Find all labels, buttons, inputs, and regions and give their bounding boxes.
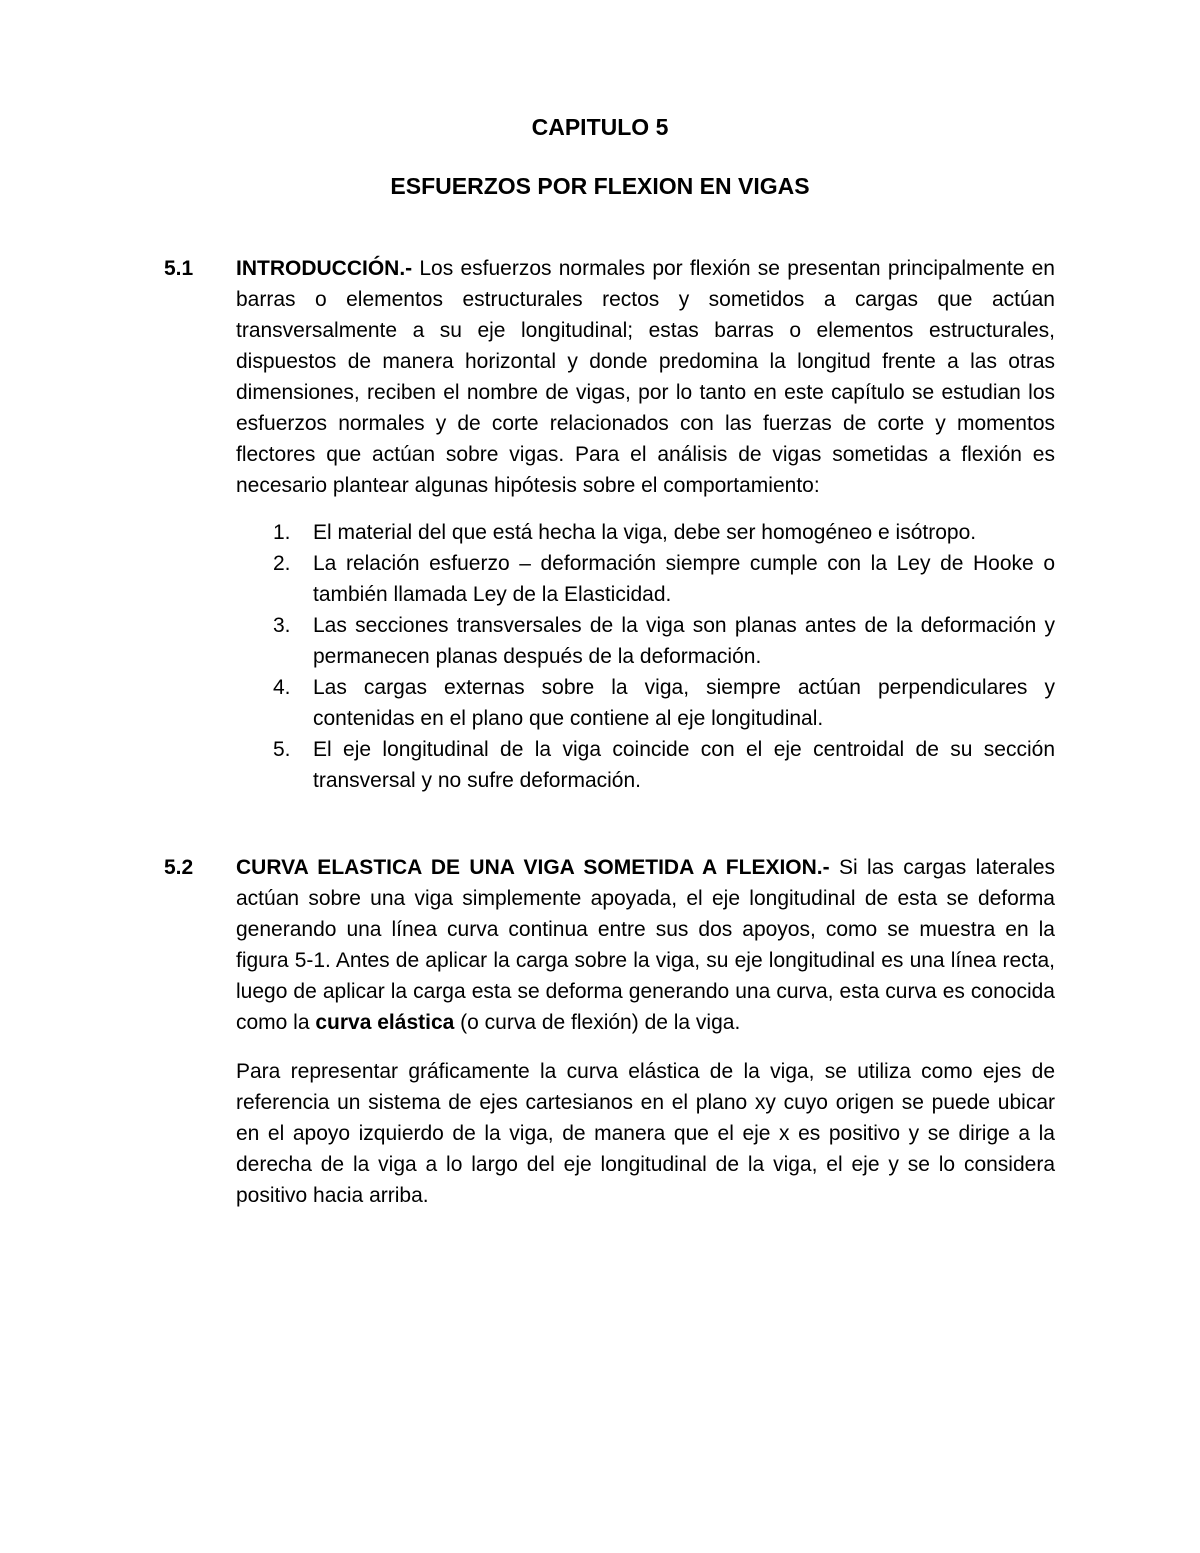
list-item-number: 5. (273, 738, 291, 761)
list-item (236, 548, 1055, 610)
list-item (236, 610, 1055, 672)
curva-text-after: (o curva de flexión) de la viga. (454, 1011, 741, 1034)
section-heading: CURVA ELASTICA DE UNA VIGA SOMETIDA A FLEXION.- (236, 856, 830, 879)
representation-paragraph: Para representar gráficamente la curva elástica de la viga, se utiliza como ejes de referencia un sistema de ejes cartesianos en el plano xy cuyo origen se puede ubicar en el apoyo izquierdo de la viga, de manera que el eje x es positivo y se dirige a la derecha de la viga a lo largo del eje longitudinal de la viga, el eje y se lo considera positivo hacia arriba. (236, 1060, 1055, 1207)
section-heading: INTRODUCCIÓN.- (236, 257, 413, 280)
list-item-number: 4. (273, 676, 291, 699)
curva-text-before: Si las cargas laterales actúan sobre una viga simplemente apoyada, el eje longitudinal de esta se deforma generando una línea curva continua entre sus dos apoyos, como se muestra en la figura 5-1. Antes de aplicar la carga sobre la viga, su eje longitudinal es una línea recta, luego de aplicar la carga esta se deforma generando una curva, esta curva es conocida como la (236, 856, 1055, 1034)
section-number: 5.2 (164, 856, 194, 879)
section-body (236, 253, 1055, 796)
list-item-number: 1. (273, 521, 291, 544)
list-item (236, 734, 1055, 796)
list-item (236, 517, 1055, 548)
list-item-number: 3. (273, 614, 291, 637)
chapter-number: CAPITULO 5 (531, 114, 669, 140)
section-body (236, 852, 1055, 1211)
list-item-text: Las cargas externas sobre la viga, siempre actúan perpendiculares y contenidas en el plano que contiene al eje longitudinal. (313, 676, 1055, 730)
intro-paragraph (236, 253, 1055, 501)
list-item-number: 2. (273, 552, 291, 575)
curva-elastica-term: curva elástica (315, 1011, 455, 1034)
hypotheses-list (236, 517, 1055, 796)
section-number: 5.1 (164, 257, 194, 280)
list-item (236, 672, 1055, 734)
intro-text: Los esfuerzos normales por flexión se presentan principalmente en barras o elementos estructurales rectos y sometidos a cargas que actúan transversalmente a su eje longitudinal; estas barras o elementos estructurales, dispuestos de manera horizontal y donde predomina la longitud frente a las otras dimensiones, reciben el nombre de vigas, por lo tanto en este capítulo se estudian los esfuerzos normales y de corte relacionados con las fuerzas de corte y momentos flectores que actúan sobre vigas. Para el análisis de vigas sometidas a flexión es necesario plantear algunas hipótesis sobre el comportamiento: (236, 257, 1055, 497)
chapter-title: ESFUERZOS POR FLEXION EN VIGAS (390, 173, 810, 199)
curva-paragraph (236, 852, 1055, 1038)
list-item-text: El eje longitudinal de la viga coincide con el eje centroidal de su sección transversal y no sufre deformación. (313, 738, 1055, 792)
list-item-text: Las secciones transversales de la viga son planas antes de la deformación y permanecen planas después de la deformación. (313, 614, 1055, 668)
list-item-text: La relación esfuerzo – deformación siempre cumple con la Ley de Hooke o también llamada Ley de la Elasticidad. (313, 552, 1055, 606)
list-item-text: El material del que está hecha la viga, debe ser homogéneo e isótropo. (313, 521, 977, 544)
